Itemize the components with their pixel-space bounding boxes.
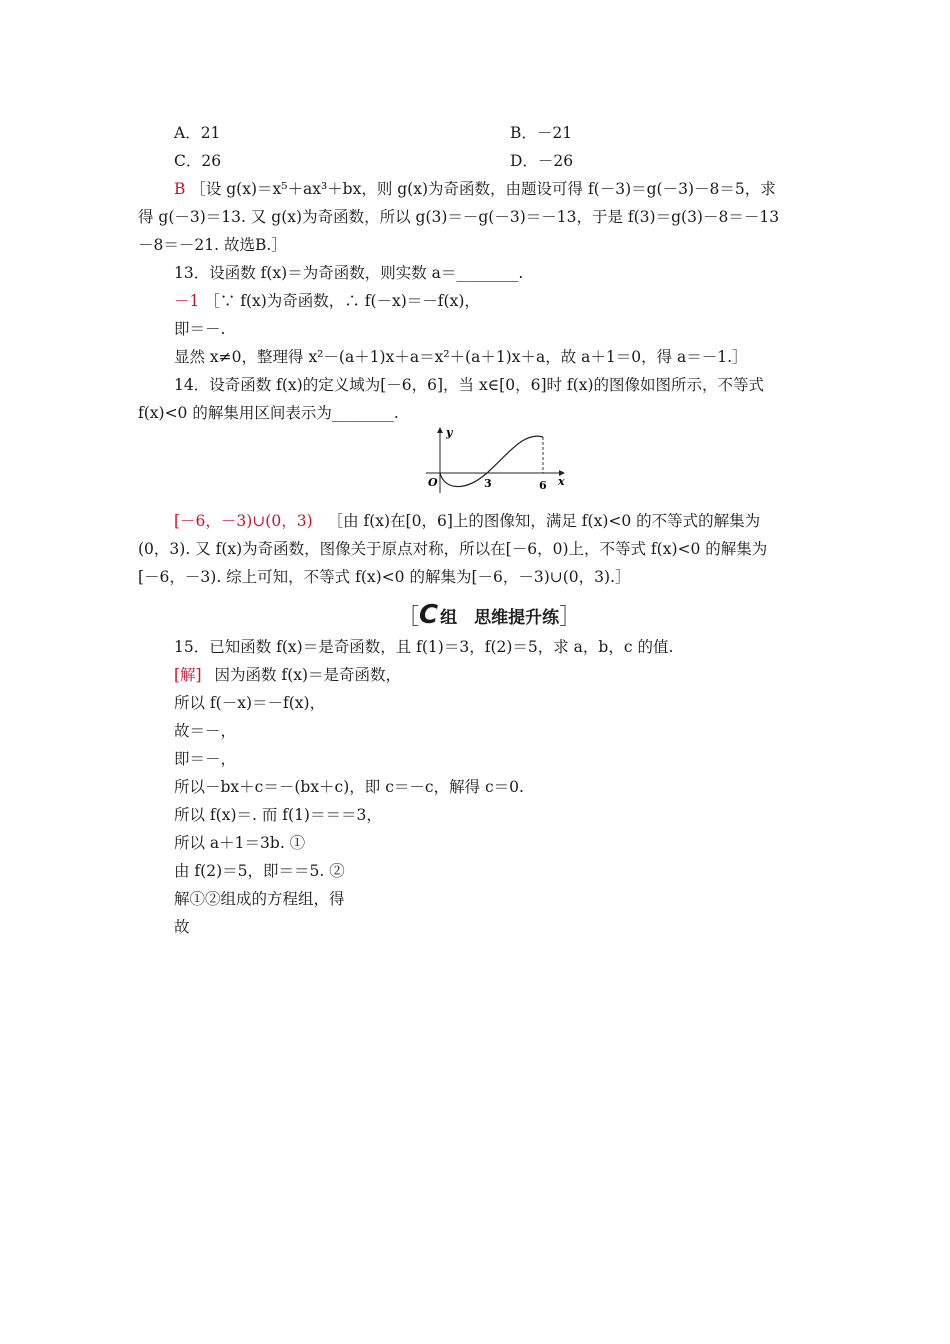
q12-solution-text1: ［设 g(x)＝x⁵＋ax³＋bx，则 g(x)为奇函数，由题设可得 f(－3)＝g(－3)－8＝5，求 <box>190 180 776 198</box>
q12-answer-letter: B <box>174 180 186 198</box>
q15-line5: 所以－bx＋c＝－(bx＋c)，即 c＝－c，解得 c＝0. <box>174 778 524 796</box>
function-graph <box>420 425 570 497</box>
q15-line10: 故 <box>174 918 190 936</box>
q12-answer-line3: －8＝－21. 故选B.］ <box>138 236 287 254</box>
x-axis-label: x <box>558 475 565 488</box>
option-b: B．－21 <box>510 124 573 142</box>
q15-line9: 解①②组成的方程组，得 <box>174 890 345 908</box>
q14-solution-line3: [－6，－3). 综上可知，不等式 f(x)<0 的解集为[－6，－3)∪(0，3).］ <box>138 568 631 586</box>
q13-solution-line3: 显然 x≠0，整理得 x²－(a＋1)x＋a＝x²＋(a＋1)x＋a，故 a＋1＝0，得 a＝－1.］ <box>174 348 748 366</box>
option-c: C．26 <box>174 152 222 170</box>
q15-question: 15．已知函数 f(x)＝是奇函数，且 f(1)＝3，f(2)＝5，求 a，b，c 的值. <box>174 638 674 656</box>
option-d: D．－26 <box>510 152 574 170</box>
q15-line1-text: 因为函数 f(x)＝是奇函数， <box>214 666 402 684</box>
q13-solution-text1: ［∵ f(x)为奇函数，∴ f(－x)＝－f(x)， <box>204 292 480 310</box>
q14-question-line1: 14．设奇函数 f(x)的定义域为[－6，6]，当 x∈[0，6]时 f(x)的图像如图所示，不等式 <box>174 376 765 394</box>
q13-solution-line1 <box>174 291 480 311</box>
tick-3-label: 3 <box>484 477 492 490</box>
q13-question: 13．设函数 f(x)＝为奇函数，则实数 a＝________. <box>174 264 524 282</box>
section-heading <box>397 601 587 629</box>
q12-answer-line2: 得 g(－3)＝13. 又 g(x)为奇函数，所以 g(3)＝－g(－3)＝－13，于是 f(3)＝g(3)－8＝－13 <box>138 208 780 226</box>
q13-answer: －1 <box>174 292 200 310</box>
q14-answer: [－6，－3)∪(0，3) <box>174 512 313 530</box>
q15-line1 <box>174 665 401 685</box>
q14-solution-text1: ［由 f(x)在[0，6]上的图像知，满足 f(x)<0 的不等式的解集为 <box>327 512 761 530</box>
q15-line3: 故＝－， <box>174 722 237 740</box>
section-letter: C <box>419 600 439 630</box>
origin-label: O <box>428 476 438 489</box>
q15-line6: 所以 f(x)＝. 而 f(1)＝＝＝3， <box>174 806 382 824</box>
q12-answer-line1 <box>174 179 776 199</box>
q13-solution-line2: 即＝－. <box>174 320 226 338</box>
q14-solution-line1 <box>174 511 760 531</box>
q14-question-line2: f(x)<0 的解集用区间表示为________. <box>138 404 399 422</box>
section-bracket-open: ［ <box>397 604 420 630</box>
q14-solution-line2: (0，3). 又 f(x)为奇函数，图像关于原点对称，所以在[－6，0)上，不等式 f(x)<0 的解集为 <box>138 540 768 558</box>
section-bracket-close: ］ <box>559 604 582 630</box>
q15-line2: 所以 f(－x)＝－f(x)， <box>174 694 326 712</box>
option-a: A．21 <box>174 124 221 142</box>
q15-line7: 所以 a＋1＝3b. ① <box>174 834 306 852</box>
y-axis-label: y <box>446 426 453 439</box>
section-title: 组 思维提升练 <box>440 607 560 628</box>
tick-6-label: 6 <box>539 479 547 492</box>
q15-line8: 由 f(2)＝5，即＝＝5. ② <box>174 862 345 880</box>
q15-line4: 即＝－， <box>174 750 237 768</box>
q15-solution-tag: [解] <box>174 666 202 684</box>
